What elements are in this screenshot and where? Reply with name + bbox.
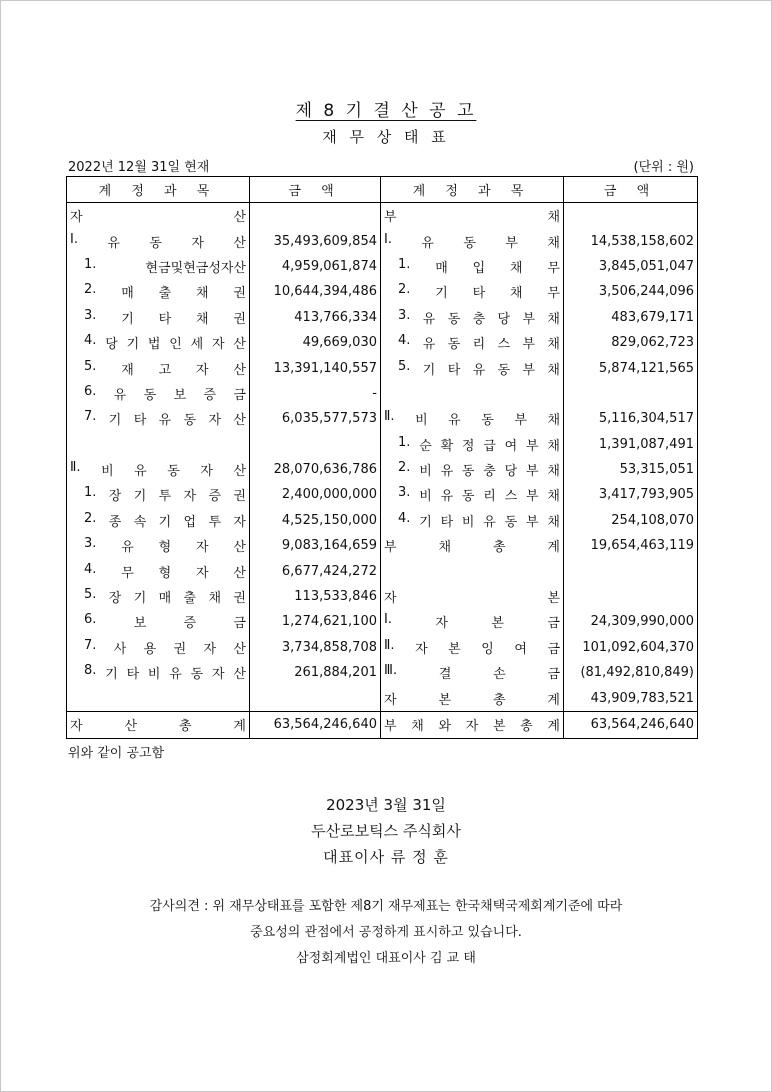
amount-right: 43,909,783,521 [564,685,698,711]
header-account-left: 계 정 과 목 [67,177,250,203]
account-left: 4. 무 형 자 산 [67,558,250,583]
account-right: 5. 기 타 유 동 부 채 [381,355,564,380]
amount-right: 53,315,051 [564,457,698,482]
account-right: 4. 기 타 비 유 동 부 채 [381,508,564,533]
account-right: 자 본 [381,584,564,609]
amount-left: 49,669,030 [250,330,381,355]
account-right: 4. 유 동 리 스 부 채 [381,330,564,355]
table-row [67,254,698,279]
table-row [67,533,698,558]
amount-right: 101,092,604,370 [564,635,698,660]
total-amount-left: 63,564,246,640 [250,711,381,738]
table-row [67,685,698,711]
account-right [381,558,564,583]
account-right: Ⅲ. 결 손 금 [381,660,564,685]
amount-left [250,685,381,711]
table-row [67,508,698,533]
table-row [67,609,698,634]
amount-right: (81,492,810,849) [564,660,698,685]
account-right: 2. 기 타 채 무 [381,279,564,304]
ceo-name: 대표이사 류 정 훈 [323,848,449,866]
total-row [67,711,698,738]
account-left: 6. 보 증 금 [67,609,250,634]
account-left: 6. 유 동 보 증 금 [67,381,250,406]
account-right: 1. 순 확 정 급 여 부 채 [381,432,564,457]
table-body [67,203,698,739]
table-row [67,406,698,431]
table-row [67,330,698,355]
total-amount-right: 63,564,246,640 [564,711,698,738]
amount-left: 1,274,621,100 [250,609,381,634]
account-left: 7. 사 용 권 자 산 [67,635,250,660]
amount-left: 13,391,140,557 [250,355,381,380]
publication-date: 2023년 3월 31일 [326,796,446,814]
table-row [67,482,698,507]
amount-left: 9,083,164,659 [250,533,381,558]
account-left: 1. 현금및현금성자산 [67,254,250,279]
amount-right: 14,538,158,602 [564,228,698,253]
amount-right: 829,062,723 [564,330,698,355]
account-right: 3. 유 동 충 당 부 채 [381,305,564,330]
table-header-row [67,177,698,203]
account-left: 5. 장 기 매 출 채 권 [67,584,250,609]
table-row [67,457,698,482]
account-left: 7. 기 타 유 동 자 산 [67,406,250,431]
amount-left: 6,677,424,272 [250,558,381,583]
account-left: Ⅱ. 비 유 동 자 산 [67,457,250,482]
amount-right: 1,391,087,491 [564,432,698,457]
amount-left: 6,035,577,573 [250,406,381,431]
amount-left: 10,644,394,486 [250,279,381,304]
table-row [67,305,698,330]
amount-left: 35,493,609,854 [250,228,381,253]
account-left: 3. 유 형 자 산 [67,533,250,558]
account-left [67,432,250,457]
account-left: 4. 당 기 법 인 세 자 산 [67,330,250,355]
account-right [381,381,564,406]
amount-right: 5,116,304,517 [564,406,698,431]
account-left: 2. 매 출 채 권 [67,279,250,304]
total-account-right: 부 채 와 자 본 총 계 [381,711,564,738]
amount-left: - [250,381,381,406]
table-row [67,635,698,660]
table-row [67,279,698,304]
amount-left: 113,533,846 [250,584,381,609]
table-row [67,381,698,406]
account-left [67,685,250,711]
amount-right [564,558,698,583]
statement-title: 재 무 상 태 표 [322,128,450,146]
amount-right [564,203,698,229]
table-row [67,584,698,609]
amount-left: 28,070,636,786 [250,457,381,482]
account-left: 2. 종 속 기 업 투 자 [67,508,250,533]
audit-opinion-line-2: 중요성의 관점에서 공정하게 표시하고 있습니다. [250,925,522,940]
table-row [67,228,698,253]
balance-sheet-table [66,176,698,739]
amount-right: 254,108,070 [564,508,698,533]
amount-left: 3,734,858,708 [250,635,381,660]
account-right: Ⅱ. 비 유 동 부 채 [381,406,564,431]
account-right: Ⅰ. 유 동 부 채 [381,228,564,253]
account-left: Ⅰ. 유 동 자 산 [67,228,250,253]
amount-left: 261,884,201 [250,660,381,685]
total-account-left: 자 산 총 계 [67,711,250,738]
account-right: 1. 매 입 채 무 [381,254,564,279]
audit-firm-signature: 삼정회계법인 대표이사 김 교 태 [296,951,476,966]
amount-right: 24,309,990,000 [564,609,698,634]
account-left: 3. 기 타 채 권 [67,305,250,330]
table-row [67,355,698,380]
account-right: 2. 비 유 동 충 당 부 채 [381,457,564,482]
account-right: Ⅰ. 자 본 금 [381,609,564,634]
company-name: 두산로보틱스 주식회사 [311,822,461,840]
amount-left: 413,766,334 [250,305,381,330]
account-right: 3. 비 유 동 리 스 부 채 [381,482,564,507]
amount-right [564,381,698,406]
header-account-right: 계 정 과 목 [381,177,564,203]
as-of-date: 2022년 12월 31일 현재 [68,160,210,175]
announcement-note: 위와 같이 공고함 [68,746,165,761]
amount-right: 3,845,051,047 [564,254,698,279]
table-row [67,558,698,583]
header-amount-left: 금 액 [250,177,381,203]
table-row [67,432,698,457]
amount-left [250,203,381,229]
account-left: 5. 재 고 자 산 [67,355,250,380]
amount-right: 3,506,244,096 [564,279,698,304]
account-right: Ⅱ. 자 본 잉 여 금 [381,635,564,660]
header-amount-right: 금 액 [564,177,698,203]
table-row [67,660,698,685]
document-title: 제 8 기 결 산 공 고 [295,101,477,121]
account-right: 부 채 [381,203,564,229]
account-right: 부 채 총 계 [381,533,564,558]
account-right: 자 본 총 계 [381,685,564,711]
account-left: 1. 장 기 투 자 증 권 [67,482,250,507]
table-row [67,203,698,229]
amount-left: 2,400,000,000 [250,482,381,507]
amount-left: 4,959,061,874 [250,254,381,279]
account-left: 자 산 [67,203,250,229]
amount-left: 4,525,150,000 [250,508,381,533]
amount-left [250,432,381,457]
amount-right: 19,654,463,119 [564,533,698,558]
account-left: 8. 기 타 비 유 동 자 산 [67,660,250,685]
audit-opinion-line-1: 감사의견 : 위 재무상태표를 포함한 제8기 재무제표는 한국채택국제회계기준에 따라 [149,899,623,914]
amount-right [564,584,698,609]
unit-label: (단위 : 원) [633,160,694,175]
amount-right: 483,679,171 [564,305,698,330]
amount-right: 3,417,793,905 [564,482,698,507]
amount-right: 5,874,121,565 [564,355,698,380]
